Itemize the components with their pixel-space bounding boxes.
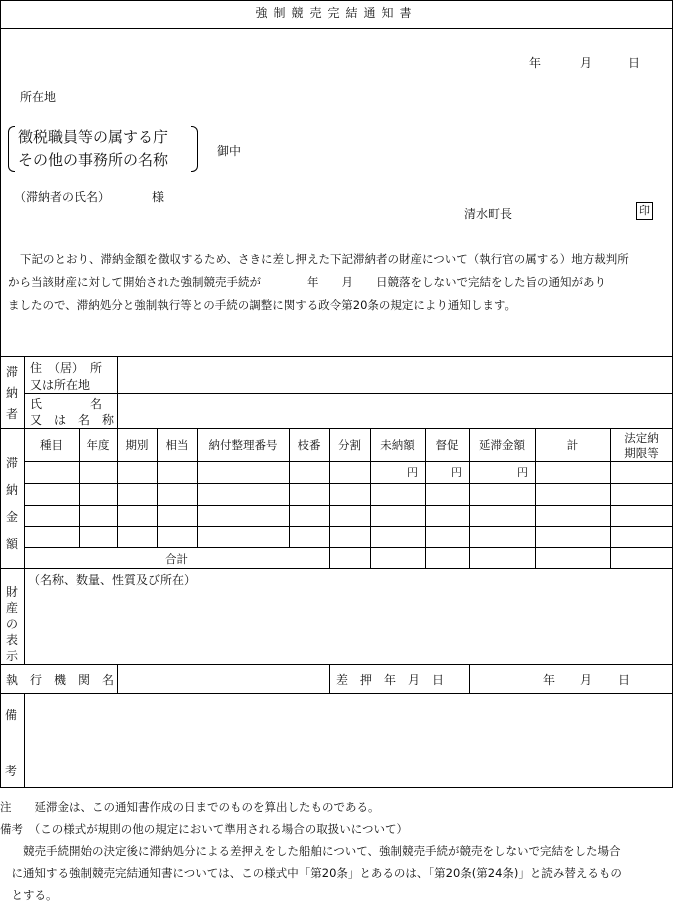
right-bracket	[191, 126, 198, 172]
document-title: 強制競売完結通知書	[255, 6, 418, 20]
biko-line-1: 競売手続開始の決定後に滞納処分による差押えをした船舶について、強制競売手続が競売をしないで完結をした場合	[0, 844, 621, 858]
header-late-fee: 延滞金額	[479, 438, 525, 452]
amount-header-line	[24, 461, 673, 462]
execution-line-2	[329, 664, 330, 693]
left-bracket	[8, 126, 15, 172]
yen-late-fee: 円	[517, 466, 528, 479]
header-soto: 相当	[165, 438, 189, 452]
header-payment-number: 納付整理番号	[208, 438, 278, 452]
sama-label: 様	[152, 190, 165, 204]
execution-agency-label: 執 行 機 関 名	[6, 673, 115, 687]
header-legal-deadline-2: 期限等	[624, 446, 659, 460]
header-bunkatsu: 分割	[338, 438, 361, 452]
execution-line-3	[469, 664, 470, 693]
execution-line-1	[117, 664, 118, 693]
name-row-label-1: 氏 名	[30, 397, 103, 411]
header-tokusoku: 督促	[435, 438, 459, 452]
date-month: 月	[580, 56, 593, 70]
address-row-label-1: 住 （居） 所	[30, 361, 103, 375]
seizure-day: 日	[618, 673, 631, 687]
total-label: 合計	[165, 552, 188, 566]
body-line-1: 下記のとおり、滞納金額を徴収するため、さきに差し押えた下記滞納者の財産について（執行官の属する）地方裁判所	[20, 252, 629, 266]
note-line: 注 延滞金は、この通知書作成の日までのものを算出したものである。	[0, 800, 380, 814]
title-divider	[0, 28, 673, 29]
header-kibetsu: 期別	[125, 438, 149, 452]
amount-section-label: 滞納金額	[5, 456, 18, 551]
notice-body	[8, 248, 668, 317]
recipient-line1: 徴税職員等の属する庁	[18, 128, 169, 146]
seizure-year: 年	[543, 673, 556, 687]
seizure-date-label: 差 押 年 月 日	[336, 673, 445, 687]
amount-row-line-3	[24, 526, 673, 527]
header-total: 計	[566, 438, 579, 452]
property-section-label: 財産の表示	[5, 585, 18, 663]
name-row-label-2: 又 は 名 称	[30, 413, 115, 427]
address-label: 所在地	[20, 90, 57, 104]
amount-row-line-1	[24, 483, 673, 484]
table-top-line	[0, 356, 673, 357]
remarks-label-bottom: 考	[5, 764, 18, 778]
issuer-name: 清水町長	[464, 207, 513, 221]
footer-notes	[0, 796, 677, 906]
yen-tokusoku: 円	[451, 466, 462, 479]
body-line-3: ましたので、滞納処分と強制執行等との手続の調整に関する政令第20条の規定により通知します。	[8, 298, 516, 312]
seizure-month: 月	[580, 673, 593, 687]
recipient-line2: その他の事務所の名称	[18, 151, 169, 169]
label-column-line	[24, 356, 25, 664]
header-unpaid: 未納額	[380, 438, 415, 452]
date-year: 年	[529, 56, 542, 70]
header-edaban: 枝番	[297, 438, 321, 452]
header-shumoku: 種目	[40, 438, 63, 452]
address-row-label-2: 又は所在地	[30, 378, 91, 392]
remarks-label-top: 備	[5, 708, 18, 722]
body-line-2: から当該財産に対して開始された強制競売手続が 年 月 日競落をしないで完結をした旨の通知があり	[8, 275, 606, 289]
biko-line-3: とする。	[0, 888, 58, 902]
taxpayer-mid-line	[24, 393, 673, 394]
property-bottom-line	[0, 664, 673, 665]
biko-line-2: に通知する強制競売完結通知書については、この様式中「第20条」とあるのは、「第20条(第24条)」と読み替えるもの	[0, 866, 622, 880]
amount-bottom-line	[0, 568, 673, 569]
biko-heading: 備考 （この様式が規則の他の規定において準用される場合の取扱いについて）	[0, 822, 409, 836]
amount-row-line-2	[24, 505, 673, 506]
remarks-column-line	[24, 693, 25, 788]
seal-mark: 印	[636, 202, 653, 220]
taxpayer-bottom-line	[0, 428, 673, 429]
date-day: 日	[628, 56, 641, 70]
header-nendo: 年度	[86, 438, 110, 452]
amount-row-line-4	[24, 547, 673, 548]
taxpayer-column-line	[117, 356, 118, 428]
yen-unpaid: 円	[407, 466, 418, 479]
execution-bottom-line	[0, 693, 673, 694]
taxpayer-section-label: 滞納者	[5, 365, 18, 421]
recipient-suffix: 御中	[217, 144, 242, 158]
property-hint: （名称、数量、性質及び所在）	[28, 573, 197, 587]
taxpayer-name-label: （滞納者の氏名）	[14, 190, 111, 204]
header-legal-deadline-1: 法定納	[624, 431, 659, 445]
